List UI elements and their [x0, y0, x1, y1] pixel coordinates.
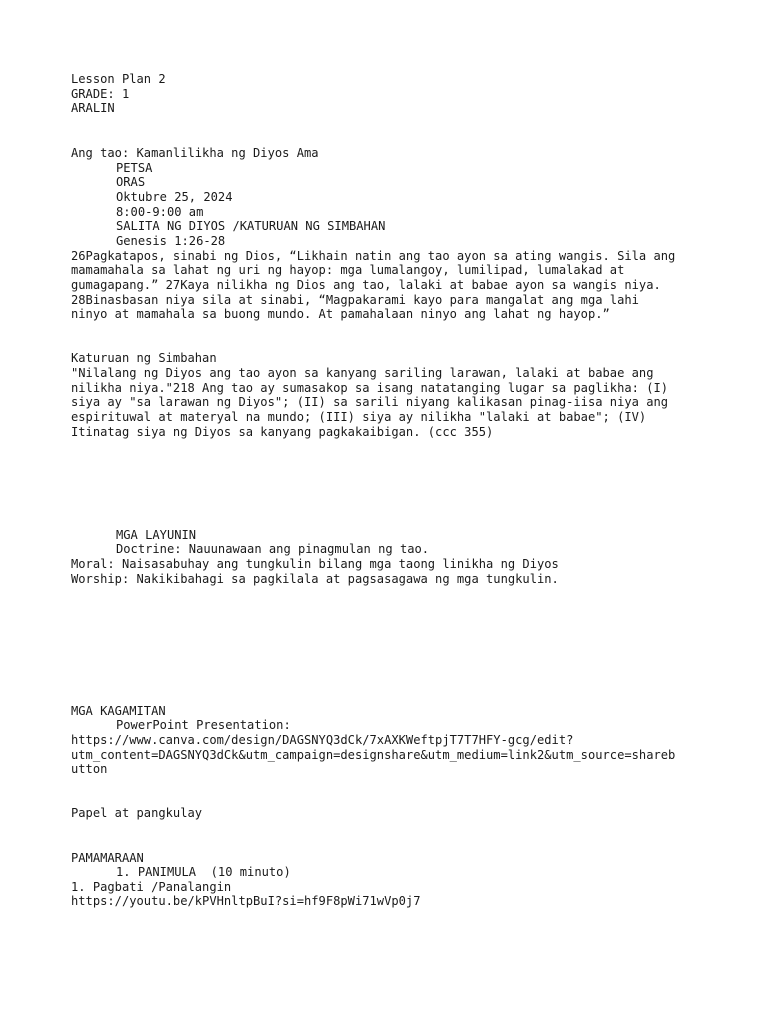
- moral-objective: Moral: Naisasabuhay ang tungkulin bilang mga taong linikha ng Diyos: [71, 557, 559, 571]
- canva-link-line[interactable]: utton: [71, 762, 108, 776]
- katuruan-line: nilikha niya."218 Ang tao ay sumasakop sa isang natatanging lugar sa paglikha: (I): [71, 381, 669, 395]
- grade-label: GRADE: 1: [71, 87, 130, 101]
- katuruan-line: espirituwal at materyal na mundo; (III) siya ay nilikha "lalaki at babae"; (IV): [71, 410, 647, 424]
- scripture-line: mamamahala sa lahat ng uri ng hayop: mga lumalangoy, lumilipad, lumalakad at: [71, 263, 625, 277]
- topic-title: Ang tao: Kamanlilikha ng Diyos Ama: [71, 146, 319, 160]
- petsa-label: PETSA: [116, 161, 153, 175]
- aralin-label: ARALIN: [71, 101, 115, 115]
- katuruan-heading: Katuruan ng Simbahan: [71, 351, 217, 365]
- scripture-line: 26Pagkatapos, sinabi ng Dios, “Likhain natin ang tao ayon sa ating wangis. Sila ang: [71, 249, 676, 263]
- pagbati-substep: 1. Pagbati /Panalangin: [71, 880, 232, 894]
- scripture-reference: Genesis 1:26-28: [116, 234, 226, 248]
- panimula-step: 1. PANIMULA (10 minuto): [116, 865, 291, 879]
- lesson-date: Oktubre 25, 2024: [116, 190, 233, 204]
- kagamitan-heading: MGA KAGAMITAN: [71, 704, 166, 718]
- lesson-plan-title: Lesson Plan 2: [71, 72, 166, 86]
- oras-label: ORAS: [116, 175, 146, 189]
- materials-text: Papel at pangkulay: [71, 806, 203, 820]
- canva-link-line[interactable]: https://www.canva.com/design/DAGSNYQ3dCk/7xAXKWeftpjT7T7HFY-gcg/edit?: [71, 733, 574, 747]
- katuruan-line: Itinatag siya ng Diyos sa kanyang pagkakaibigan. (ccc 355): [71, 425, 494, 439]
- powerpoint-label: PowerPoint Presentation:: [116, 718, 291, 732]
- scripture-line: 28Binasbasan niya sila at sinabi, “Magpakarami kayo para mangalat ang mga lahi: [71, 293, 639, 307]
- pamamaraan-heading: PAMAMARAAN: [71, 851, 144, 865]
- youtube-link[interactable]: https://youtu.be/kPVHnltpBuI?si=hf9F8pWi71wVp0j7: [71, 894, 421, 908]
- salita-section-label: SALITA NG DIYOS /KATURUAN NG SIMBAHAN: [116, 219, 386, 233]
- doctrine-objective: Doctrine: Nauunawaan ang pinagmulan ng tao.: [116, 542, 430, 556]
- canva-link-line[interactable]: utm_content=DAGSNYQ3dCk&utm_campaign=designshare&utm_medium=link2&utm_source=shareb: [71, 748, 676, 762]
- scripture-line: ninyo at mamahala sa buong mundo. At pamahalaan ninyo ang lahat ng hayop.”: [71, 307, 610, 321]
- katuruan-line: "Nilalang ng Diyos ang tao ayon sa kanyang sariling larawan, lalaki at babae ang: [71, 366, 654, 380]
- layunin-heading: MGA LAYUNIN: [116, 528, 197, 542]
- katuruan-line: siya ay "sa larawan ng Diyos"; (II) sa sarili niyang kalikasan pinag-iisa niya ang: [71, 395, 669, 409]
- worship-objective: Worship: Nakikibahagi sa pagkilala at pagsasagawa ng mga tungkulin.: [71, 572, 559, 586]
- lesson-time: 8:00-9:00 am: [116, 205, 204, 219]
- scripture-line: gumagapang.” 27Kaya nilikha ng Dios ang tao, lalaki at babae ayon sa wangis niya.: [71, 278, 661, 292]
